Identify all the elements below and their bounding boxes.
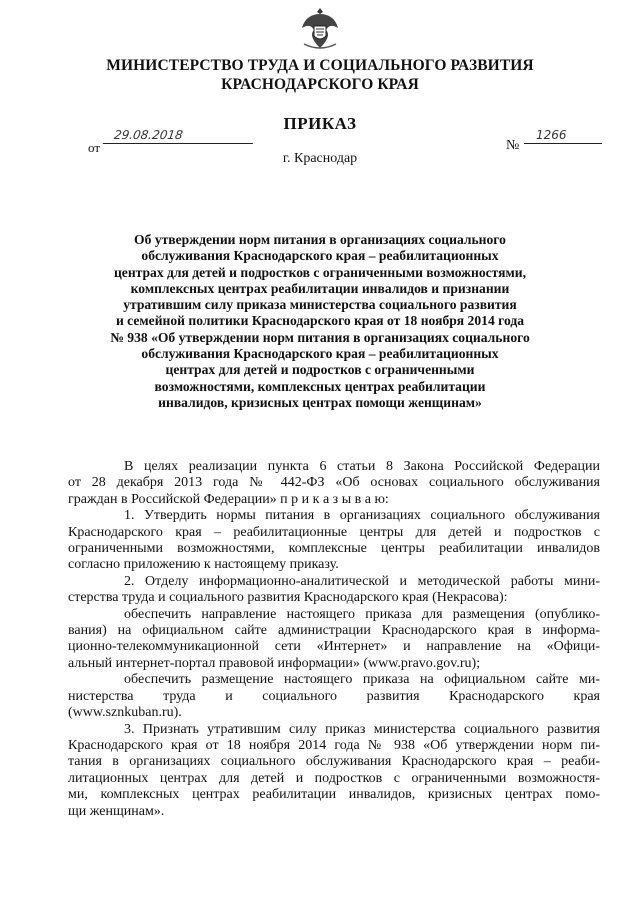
- city: г. Краснодар: [282, 151, 358, 166]
- subject-line: и семейной политики Краснодарского края от 18 ноября 2014 года: [115, 313, 525, 329]
- body-line: вания) на официальном сайте администрации Краснодарского края в информа-: [68, 623, 600, 639]
- date-label: от: [88, 140, 101, 155]
- body-line: щи женщинам».: [68, 803, 165, 819]
- subject-line: обслуживания Краснодарского края – реабилитационных: [141, 248, 499, 264]
- subject-line: центрах для детей и подростков с ограниченными возможностями,: [113, 264, 527, 280]
- order-body: [68, 459, 600, 820]
- subject-line: Об утверждении норм питания в организациях социального: [134, 232, 506, 247]
- body-line: стерства труда и социального развития Краснодарского края (Некрасова):: [68, 590, 508, 606]
- body-line: ограниченными возможностями, комплексные центры реабилитации инвалидов: [68, 541, 600, 557]
- body-line: согласно приложению к настоящему приказу.: [68, 557, 339, 573]
- subject-line: обслуживания Краснодарского края – реабилитационных: [141, 346, 499, 362]
- body-line: 1. Утвердить нормы питания в организациях социального обслуживания: [124, 508, 600, 524]
- number-value: 1266: [524, 126, 602, 144]
- body-line: обеспечить направление настоящего приказа для размещения (опублико-: [124, 606, 600, 622]
- body-line: граждан в Российской Федерации» п р и к а з ы в а ю:: [68, 491, 389, 507]
- subject-line: комплексных центрах реабилитации инвалидов и признании: [130, 280, 510, 296]
- body-line: 2. Отделу информационно-аналитической и методической работы мини-: [124, 573, 600, 589]
- body-line: Краснодарского края – реабилитационные центры для детей и подростков с: [68, 524, 600, 540]
- body-line: от 28 декабря 2013 года № 442-ФЗ «Об основах социального обслуживания: [68, 475, 600, 491]
- body-line: тания в организациях социального обслуживания Краснодарского края – реаби-: [68, 754, 600, 770]
- number-label: №: [506, 138, 520, 153]
- subject-line: центрах для детей и подростков с ограниченными: [165, 362, 475, 378]
- order-subject: [60, 232, 580, 411]
- subject-line: инвалидов, кризисных центрах помощи женщинам»: [158, 394, 482, 410]
- body-line: литационных центрах для детей и подростков с ограниченными возможностя-: [68, 770, 600, 786]
- document-type: ПРИКАЗ: [283, 114, 357, 133]
- body-line: нистерства труда и социального развития Краснодарского края: [68, 688, 600, 704]
- body-line: Краснодарского края от 18 ноября 2014 года № 938 «Об утверждении норм пи-: [68, 737, 600, 753]
- ministry-line-1: МИНИСТЕРСТВО ТРУДА И СОЦИАЛЬНОГО РАЗВИТИЯ: [106, 57, 534, 74]
- ministry-line-2: КРАСНОДАРСКОГО КРАЯ: [221, 76, 419, 93]
- body-line: (www.sznkuban.ru).: [68, 705, 182, 721]
- body-line: ционно-телекоммуникационной сети «Интернет» и направление на «Офици-: [68, 639, 600, 655]
- coat-of-arms-icon: [298, 4, 342, 52]
- body-line: альный интернет-портал правовой информации» (www.pravo.gov.ru);: [68, 655, 481, 671]
- body-line: 3. Признать утратившим силу приказ министерства социального развития: [124, 721, 600, 737]
- body-line: В целях реализации пункта 6 статьи 8 Закона Российской Федерации: [124, 459, 600, 474]
- subject-line: утратившим силу приказа министерства социального развития: [123, 297, 517, 313]
- subject-line: № 938 «Об утверждении норм питания в организациях социального: [110, 329, 530, 345]
- subject-line: возможностями, комплексных центрах реабилитации: [154, 378, 486, 394]
- body-line: обеспечить размещение настоящего приказа на официальном сайте ми-: [124, 672, 600, 688]
- ministry-name: [0, 56, 640, 94]
- body-line: ми, комплексных центрах реабилитации инвалидов, кризисных центрах помо-: [68, 787, 600, 803]
- date-value: 29.08.2018: [103, 126, 256, 144]
